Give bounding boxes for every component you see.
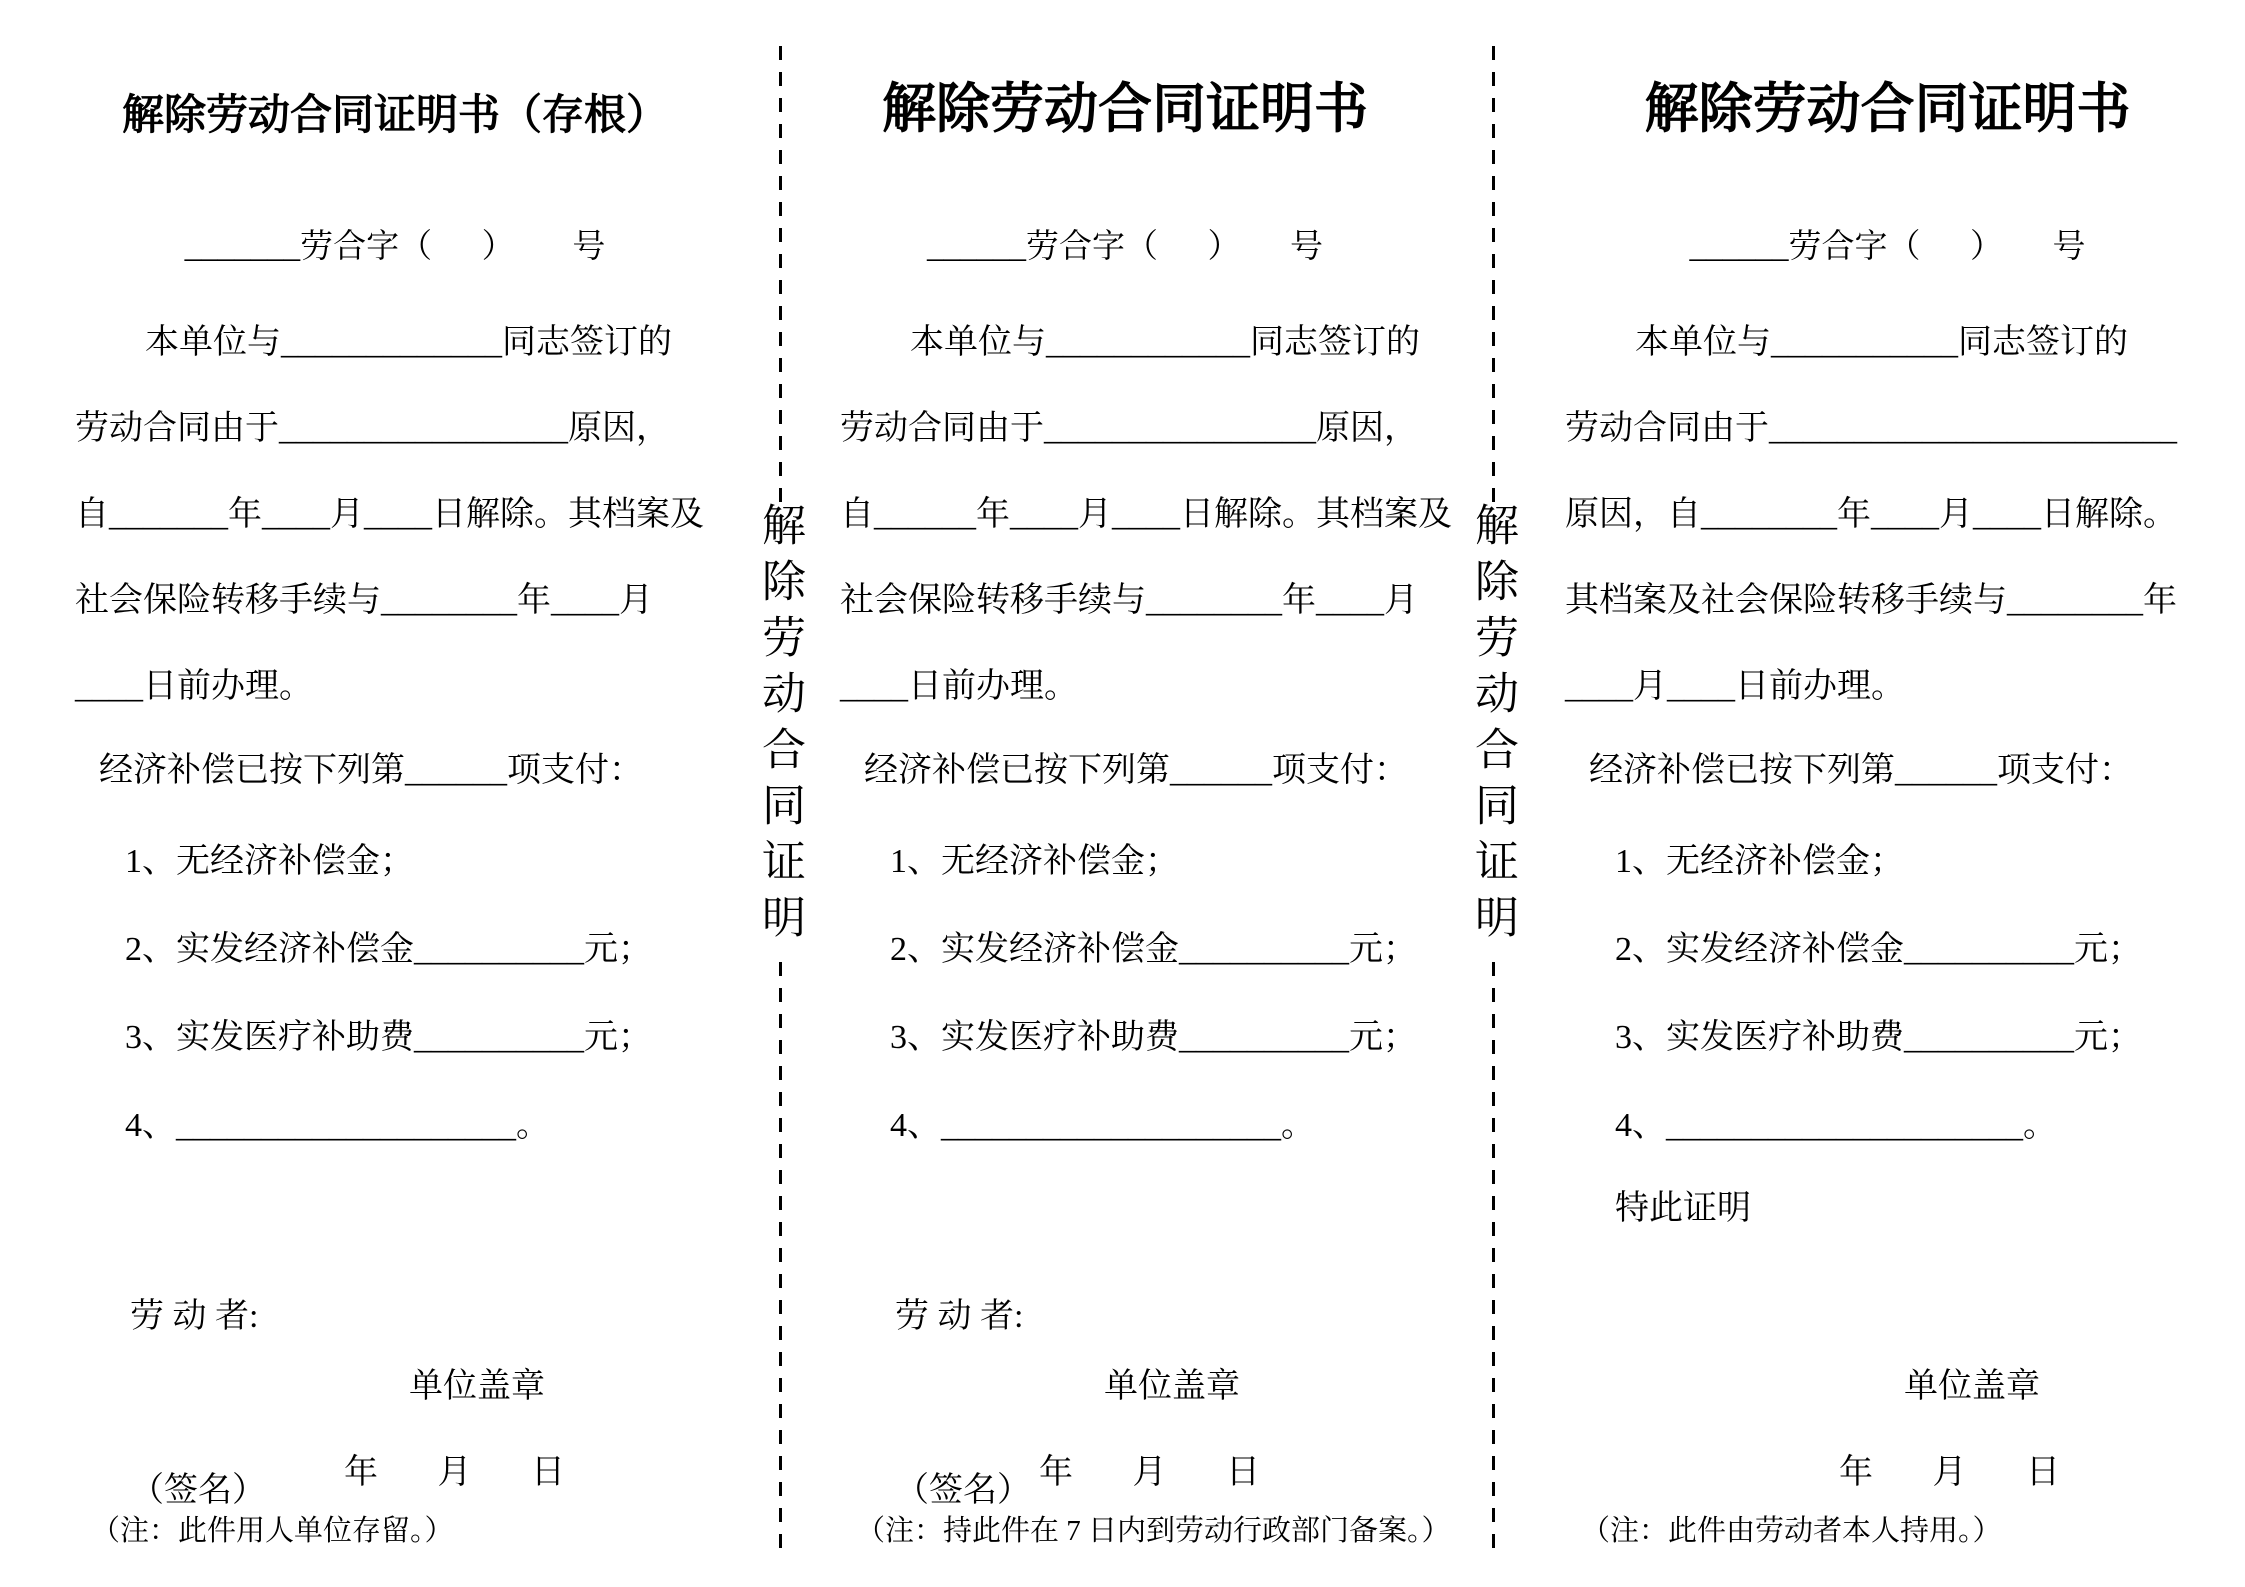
compensation-heading: 经济补偿已按下列第______项支付： [1589, 752, 2133, 789]
divider-vertical-title: 解除劳动合同证明 [755, 502, 804, 950]
body-line: 自______年____月____日解除。其档案及 [840, 496, 1452, 533]
form-title: 解除劳动合同证明书 [882, 79, 1368, 139]
body-paragraph [840, 300, 1452, 730]
signature-hint: （签名） [895, 1472, 1031, 1509]
compensation-item: 1、无经济补偿金； [890, 843, 1179, 880]
unit-seal-label: 单位盖章 [409, 1368, 545, 1405]
compensation-item: 1、无经济补偿金； [1615, 843, 1904, 880]
compensation-item: 4、____________________。 [890, 1107, 1315, 1144]
body-paragraph [1565, 300, 2210, 730]
compensation-item: 4、____________________。 [125, 1107, 550, 1144]
date-line: 年 月 日 [1839, 1454, 2060, 1491]
body-line: 自_______年____月____日解除。其档案及 [75, 496, 704, 533]
form-title: 解除劳动合同证明书 [1644, 79, 2131, 139]
body-line: 劳动合同由于_________________原因， [75, 410, 670, 447]
worker-label: 劳 动 者: [130, 1298, 259, 1335]
compensation-list [890, 818, 1417, 1170]
body-line: 原因，自________年____月____日解除。 [1565, 496, 2177, 533]
body-line: 劳动合同由于________________原因， [840, 410, 1418, 447]
certify-statement: 特此证明 [1615, 1190, 1751, 1227]
body-line: 劳动合同由于________________________ [1565, 410, 2177, 447]
form-copy-filing [840, 0, 1452, 1587]
divider-vertical-title: 解除劳动合同证明 [1468, 502, 1517, 950]
compensation-list [1615, 818, 2142, 1170]
body-line: 其档案及社会保险转移手续与________年 [1565, 582, 2177, 619]
unit-seal-label: 单位盖章 [1904, 1368, 2040, 1405]
ref-number-line: ______劳合字（ ） 号 [1689, 229, 2086, 265]
compensation-heading: 经济补偿已按下列第______项支付： [99, 752, 643, 789]
body-line: 本单位与_____________同志签订的 [145, 324, 672, 361]
body-line: 社会保险转移手续与________年____月 [840, 582, 1418, 619]
form-copy-stub [75, 0, 715, 1587]
compensation-item: 2、实发经济补偿金__________元； [890, 931, 1417, 968]
body-line: ____日前办理。 [75, 668, 313, 705]
compensation-list [125, 818, 652, 1170]
compensation-heading: 经济补偿已按下列第______项支付： [864, 752, 1408, 789]
footnote: （注：持此件在 7 日内到劳动行政部门备案。） [856, 1515, 1451, 1547]
ref-number-line: _______劳合字（ ） 号 [184, 229, 606, 265]
dashed-cut-line-top [779, 46, 782, 502]
compensation-item: 3、实发医疗补助费__________元； [890, 1019, 1417, 1056]
compensation-item: 2、实发经济补偿金__________元； [1615, 931, 2142, 968]
compensation-item: 2、实发经济补偿金__________元； [125, 931, 652, 968]
body-line: ____日前办理。 [840, 668, 1078, 705]
body-line: 本单位与____________同志签订的 [910, 324, 1420, 361]
compensation-item: 3、实发医疗补助费__________元； [1615, 1019, 2142, 1056]
dashed-cut-line-bottom [1492, 962, 1495, 1548]
signature-hint: （签名） [130, 1472, 266, 1509]
ref-number-line: ______劳合字（ ） 号 [927, 229, 1323, 265]
compensation-item: 4、_____________________。 [1615, 1107, 2057, 1144]
dashed-cut-line-bottom [779, 962, 782, 1548]
body-paragraph [75, 300, 715, 730]
body-line: ____月____日前办理。 [1565, 668, 1905, 705]
form-title-stub: 解除劳动合同证明书（存根） [121, 93, 668, 139]
worker-label: 劳 动 者: [895, 1298, 1024, 1335]
date-line: 年 月 日 [1039, 1454, 1260, 1491]
body-line: 社会保险转移手续与________年____月 [75, 582, 653, 619]
date-line: 年 月 日 [344, 1454, 565, 1491]
compensation-item: 1、无经济补偿金； [125, 843, 414, 880]
compensation-item: 3、实发医疗补助费__________元； [125, 1019, 652, 1056]
body-line: 本单位与___________同志签订的 [1635, 324, 2128, 361]
unit-seal-label: 单位盖章 [1104, 1368, 1240, 1405]
footnote: （注：此件由劳动者本人持用。） [1581, 1515, 2002, 1547]
form-copy-worker [1565, 0, 2210, 1587]
dashed-cut-line-top [1492, 46, 1495, 502]
footnote: （注：此件用人单位存留。） [91, 1515, 454, 1547]
